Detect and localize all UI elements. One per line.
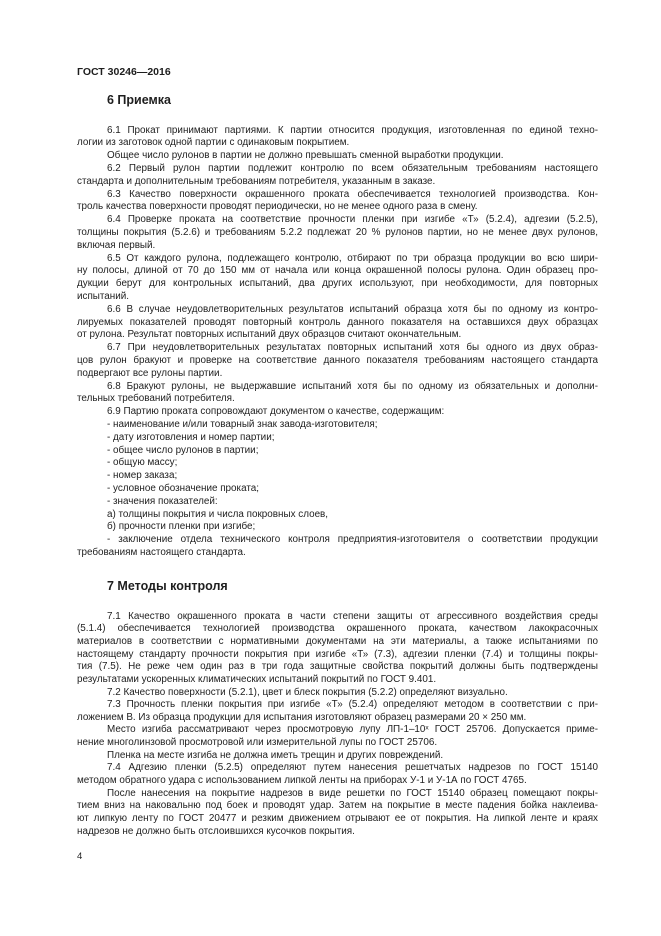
text-line: ну полосы, длиной от 70 до 150 мм от начала или конца окрашенной полосы рулона. Один образец про- [77,265,598,277]
paragraph [77,214,598,252]
document-header: ГОСТ 30246—2016 [77,66,171,78]
text-line: 7.2 Качество поверхности (5.2.1), цвет и блеск покрытия (5.2.2) определяют визуально. [107,686,508,698]
text-line: а) толщины покрытия и числа покровных слоев, [107,508,329,520]
text-line: - номер заказа; [107,470,178,482]
paragraph [77,406,598,419]
text-line: - заключение отдела технического контроля предприятия-изготовителя о соответствии продукции [107,534,598,546]
text-line: ют липкую ленту по ГОСТ 20477 и резким движением отрывают ее от покрытия. На липкой ленте и краях [77,812,598,824]
text-line: Пленка на месте изгиба не должна иметь трещин и других повреждений. [107,749,444,761]
text-line: - наименование и/или товарный знак завода-изготовителя; [107,418,378,430]
paragraph [77,724,598,749]
text-line: ложением В. Из образца продукции для испытания изготовляют образец размерами 20 × 250 мм. [77,711,527,723]
text-line: методом обратного удара с использованием липкой ленты на приборах У-1 и У-1А по ГОСТ 4765. [77,775,527,787]
paragraph [77,750,598,763]
paragraph [77,150,598,163]
text-line: 6.9 Партию проката сопровождают документом о качестве, содержащим: [107,406,445,418]
text-line: б) прочности пленки при изгибе; [107,521,256,533]
text-line: логии из заготовок одной партии с одинаковым покрытием. [77,137,350,149]
text-line: материалов в соответствии с нормативными документами на эти материалы, а также испытаниями по [77,635,598,647]
text-line: - общее число рулонов в партии; [107,444,259,456]
section-6-title: 6 Приемка [107,93,171,107]
text-line: тельных требований потребителя. [77,393,235,405]
paragraph [77,534,598,560]
paragraph [77,419,598,432]
paragraph [77,432,598,445]
paragraph [77,125,598,151]
text-line: Место изгиба рассматривают через просмотровую лупу ЛП-1–10ˣ ГОСТ 25706. Допускается приме- [107,724,598,736]
paragraph [77,304,598,342]
paragraph [77,342,598,380]
text-line: испытаний. [77,290,130,302]
section-7-title: 7 Методы контроля [107,579,228,593]
text-line: - значения показателей: [107,495,218,507]
paragraph [77,381,598,407]
text-line: стандарта и дополнительным требованиям потребителя, указанным в заказе. [77,175,436,187]
text-line: 6.1 Прокат принимают партиями. К партии относится продукция, изготовленная по единой техно- [107,124,598,136]
text-line: 6.6 В случае неудовлетворительных результатов испытаний образца хотя бы по одному из контро- [107,303,598,315]
text-line: 6.5 От каждого рулона, подлежащего контролю, отбирают по три образца продукции во всю шири- [107,252,598,264]
paragraph [77,470,598,483]
section-6-body [77,125,598,560]
paragraph [77,762,598,787]
text-line: дукции берут для контрольных испытаний, два других используют, при необходимости, для повторных [77,278,598,290]
text-line: требованиям настоящего стандарта. [77,546,246,558]
text-line: 6.2 Первый рулон партии подлежит контролю по всем обязательным требованиям настоящего [107,162,598,174]
paragraph [77,163,598,189]
paragraph [77,788,598,839]
text-line: (5.1.4) обеспечивается технологией производства окрашенного проката, качеством лакокрасочных [77,623,598,635]
paragraph [77,189,598,215]
text-line: - дату изготовления и номер партии; [107,431,275,443]
text-line: 6.8 Бракуют рулоны, не выдержавшие испытаний хотя бы по одному из обязательных и дополни- [107,380,598,392]
text-line: включая первый. [77,239,156,251]
text-line: настоящему стандарту прочности покрытия при изгибе «Т» (7.3), адгезии пленки (7.4) и толщины покры- [77,648,598,660]
text-line: Общее число рулонов в партии не должно превышать сменной выработки продукции. [107,150,504,162]
paragraph [77,496,598,509]
text-line: 6.3 Качество поверхности окрашенного проката обеспечивается технологией производства. Кон- [107,188,598,200]
text-line: троль качества поверхности проводят периодически, но не менее одного раза в смену. [77,201,478,213]
text-line: 7.4 Адгезию пленки (5.2.5) определяют путем нанесения решетчатых надрезов по ГОСТ 15140 [107,762,598,774]
paragraph [77,509,598,522]
text-line: После нанесения на покрытие надрезов в виде решетки по ГОСТ 15140 образец помещают покры- [107,787,598,799]
text-line: - общую массу; [107,457,178,469]
paragraph [77,521,598,534]
text-line: от рулона. Результат повторных испытаний двух образцов считают окончательным. [77,329,462,341]
text-line: нение многолинзовой просмотровой или измерительной лупы по ГОСТ 25706. [77,737,438,749]
text-line: 7.3 Прочность пленки покрытия при изгибе «Т» (5.2.4) определяют методом в соответствии с при- [107,699,598,711]
paragraph [77,483,598,496]
paragraph [77,253,598,304]
paragraph [77,611,598,687]
text-line: результатами ускоренных климатических испытаний покрытий по ГОСТ 9.401. [77,673,437,685]
text-line: лируемых показателей проводят повторный контроль данного показателя на оставшихся двух образцах [77,316,598,328]
page-number: 4 [77,851,83,862]
text-line: цов рулон бракуют и проверке на соответствие данного показателя требованиям настоящего стандарта [77,354,598,366]
text-line: 6.4 Проверке проката на соответствие прочности пленки при изгибе «Т» (5.2.4), адгезии (5.2.5), [107,214,598,226]
text-line: - условное обозначение проката; [107,482,260,494]
paragraph [77,699,598,724]
text-line: толщины покрытия (5.2.6) и требованиям 5.2.2 подлежат 20 % рулонов партии, но не менее двух рулонов, [77,226,598,238]
section-7-body [77,611,598,839]
paragraph [77,457,598,470]
text-line: тия (7.5). Не реже чем один раз в три года защитные свойства покрытий должны быть подтверждены [77,661,598,673]
text-line: подвергают все рулоны партии. [77,367,223,379]
paragraph [77,445,598,458]
text-line: 6.7 При неудовлетворительных результатах повторных испытаний хотя бы одного из двух образ- [107,342,598,354]
text-line: надрезов не должно быть отслоившихся кусочков покрытия. [77,825,355,837]
text-line: 7.1 Качество окрашенного проката в части степени защиты от агрессивного воздействия среды [107,610,598,622]
paragraph [77,687,598,700]
text-line: тием вниз на наковальню под боек и проводят удар. Затем на покрытие в месте падения бойка наклеива- [77,800,598,812]
